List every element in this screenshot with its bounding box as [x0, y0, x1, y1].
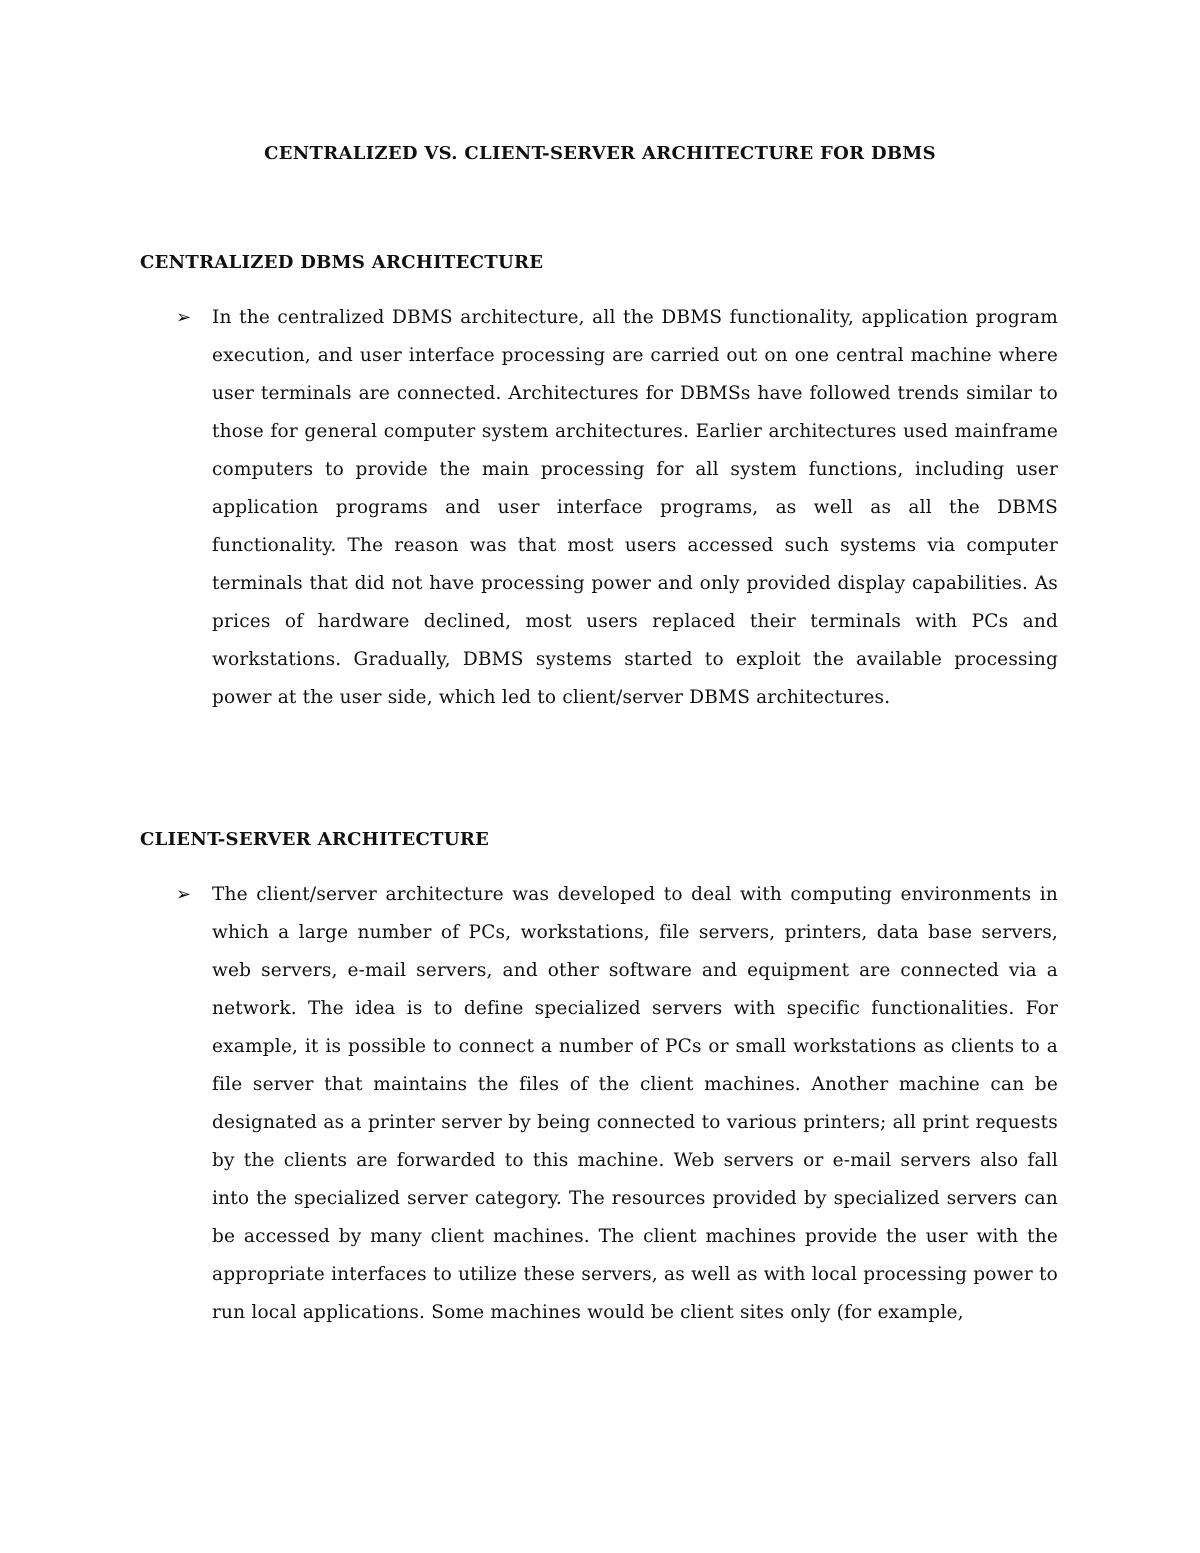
- section-heading-centralized: CENTRALIZED DBMS ARCHITECTURE: [140, 252, 544, 273]
- arrowhead-bullet-icon: ➢: [176, 884, 192, 905]
- arrowhead-bullet-icon: ➢: [176, 307, 192, 328]
- document-title: CENTRALIZED VS. CLIENT-SERVER ARCHITECTURE FOR DBMS: [264, 143, 936, 164]
- paragraph-client-server: The client/server architecture was developed to deal with computing environments in which a large number of PCs, workstations, file servers, printers, data base servers, web servers, e-mail servers, and other software and equipment are connected via a network. The idea is to define specialized servers with specific functionalities. For example, it is possible to connect a number of PCs or small workstations as clients to a file server that maintains the files of the client machines. Another machine can be designated as a printer server by being connected to various printers; all print requests by the clients are forwarded to this machine. Web servers or e-mail servers also fall into the specialized server category. The resources provided by specialized servers can be accessed by many client machines. The client machines provide the user with the appropriate interfaces to utilize these servers, as well as with local processing power to run local applications. Some machines would be client sites only (for example,: [212, 884, 1058, 1323]
- paragraph-centralized: In the centralized DBMS architecture, all the DBMS functionality, application program execution, and user interface processing are carried out on one central machine where user terminals are connected. Architectures for DBMSs have followed trends similar to those for general computer system architectures. Earlier architectures used mainframe computers to provide the main processing for all system functions, including user application programs and user interface programs, as well as all the DBMS functionality. The reason was that most users accessed such systems via computer terminals that did not have processing power and only provided display capabilities. As prices of hardware declined, most users replaced their terminals with PCs and workstations. Gradually, DBMS systems started to exploit the available processing power at the user side, which led to client/server DBMS architectures.: [212, 307, 1058, 708]
- section-heading-client-server: CLIENT-SERVER ARCHITECTURE: [140, 829, 490, 850]
